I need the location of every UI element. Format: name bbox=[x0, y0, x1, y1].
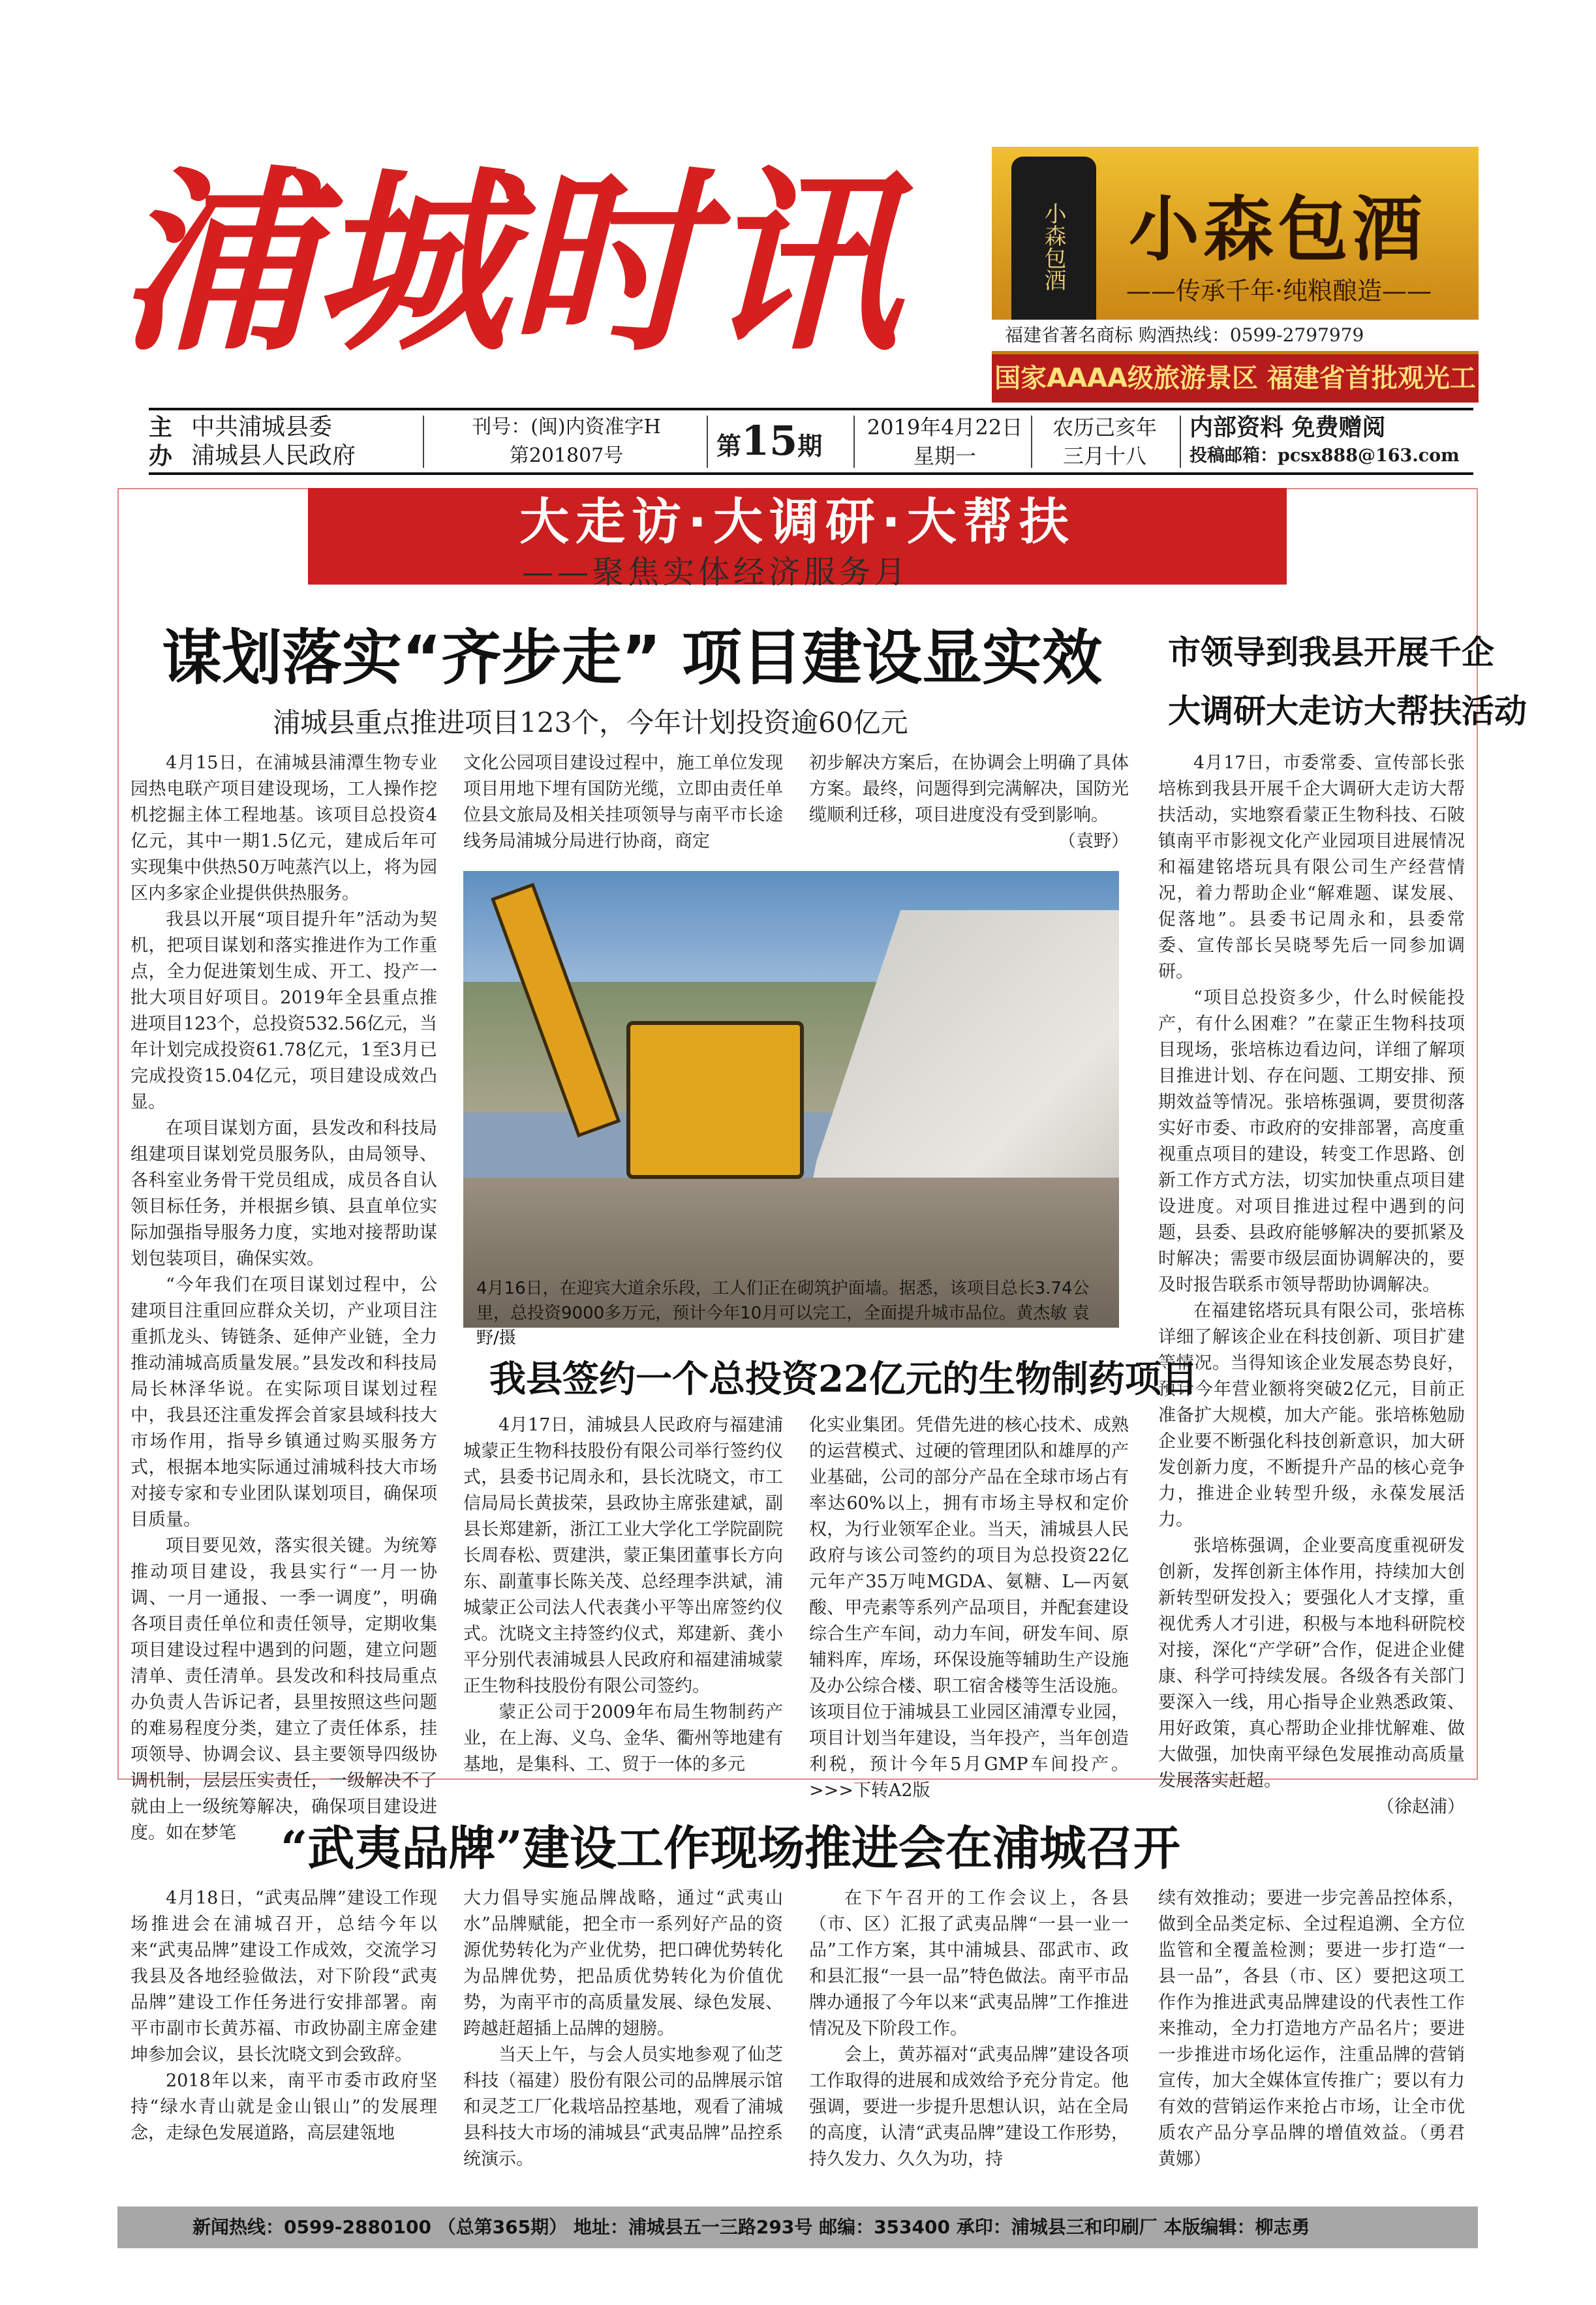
submission-email: 投稿邮箱：pcsx888@163.com bbox=[1189, 446, 1460, 466]
article2-headline-2: 大调研大走访大帮扶活动 bbox=[1168, 692, 1527, 730]
article2-headline-1: 市领导到我县开展千企 bbox=[1168, 633, 1494, 671]
lunar-1: 农历己亥年 bbox=[1052, 415, 1157, 440]
paragraph: 文化公园项目建设过程中，施工单位发现项目用地下埋有国防光缆，立即由责任单位县文旅局及相关挂项领导与南平市长途线务局浦城分局进行协商，商定 bbox=[463, 753, 783, 851]
article1-col2 bbox=[463, 750, 783, 855]
divider bbox=[423, 416, 424, 468]
author: （徐赵浦） bbox=[1377, 1797, 1465, 1817]
masthead-title bbox=[104, 136, 966, 371]
paragraph: 2018年以来，南平市委市政府坚持“绿水青山就是金山银山”的发展理念，走绿色发展道路，高层建瓴地 bbox=[130, 2071, 437, 2143]
construction-photo bbox=[463, 871, 1119, 1328]
divider bbox=[853, 416, 855, 468]
sponsors bbox=[191, 410, 407, 472]
bottle-image bbox=[1011, 157, 1096, 346]
article4-col2 bbox=[463, 1885, 783, 2173]
paragraph: 大力倡导实施品牌战略，通过“武夷山水”品牌赋能，把全市一系列好产品的资源优势转化为产业优势，把口碑优势转化为品牌优势，把品质优势转化为价值优势，为南平市的高质量发展、绿色发展、跨越赶超插上品牌的翅膀。 bbox=[463, 1888, 783, 2039]
paragraph: 续有效推动；要进一步完善品控体系，做到全品类定标、全过程追溯、全方位监管和全覆盖检测；要进一步打造“一县一品”，各县（市、区）要把这项工作作为推进武夷品牌建设的代表性工作来推动，全力打造地方产品名片；要进一步推进市场化运作，注重品牌的营销宣传，加大全媒体宣传推广；要以有力有效的营销运作来抢占市场，让全市优质农产品分享品牌的增值效益。（勇君 黄娜） bbox=[1158, 1888, 1465, 2169]
sponsor-1: 中共浦城县委 bbox=[191, 414, 333, 440]
internal-note: 内部资料 免费赠阅 bbox=[1189, 414, 1386, 441]
sponsor-label-2: 办 bbox=[149, 442, 173, 470]
article3-col1 bbox=[463, 1412, 783, 1778]
paragraph: 4月17日，市委常委、宣传部长张培栋到我县开展千企大调研大走访大帮扶活动，实地察看蒙正生物科技、石陂镇南平市影视文化产业园项目进展情况和福建铭塔玩具有限公司生产经营情况，着力帮助企业“解难题、谋发展、促落地”。县委书记周永和，县委常委、宣传部长吴晓琴先后一同参加调研。 bbox=[1158, 753, 1465, 982]
issue-suffix: 期 bbox=[797, 431, 823, 461]
article1-col3 bbox=[809, 750, 1129, 855]
paragraph: 4月17日，浦城县人民政府与福建浦城蒙正生物科技股份有限公司举行签约仪式，县委书记周永和，县长沈晓文，市工信局局长黄拔荣，县政协主席张建斌，副县长郑建新，浙江工业大学化工学院副院长周春松、贾建洪，蒙正集团董事长方向东、副董事长陈关茂、总经理李洪斌，浦城蒙正公司法人代表龚小平等出席签约仪式。沈晓文主持签约仪式，郑建新、龚小平分别代表浦城县人民政府和福建浦城蒙正生物科技股份有限公司签约。 bbox=[463, 1415, 783, 1696]
paragraph: 在项目谋划方面，县发改和科技局组建项目谋划党员服务队，由局领导、各科室业务骨干党员组成，成员各自认领目标任务，并根据乡镇、县直单位实际加强指导服务力度，实地对接帮助谋划包装项目，确保实效。 bbox=[130, 1118, 437, 1269]
ad-slogan: ——传承千年·纯粮酿造—— bbox=[1126, 277, 1432, 305]
paragraph: 当天上午，与会人员实地参观了仙芝科技（福建）股份有限公司的品牌展示馆和灵芝工厂化栽培品控基地，观看了浦城县科技大市场的浦城县“武夷品牌”品控系统演示。 bbox=[463, 2045, 783, 2169]
permit-2: 第201807号 bbox=[509, 444, 624, 467]
ad-footer: 国家AAAA级旅游景区 福建省首批观光工 bbox=[992, 354, 1479, 403]
banner-sub: ——聚焦实体经济服务月 bbox=[522, 554, 910, 590]
weekday-text: 星期一 bbox=[913, 444, 976, 468]
info-bar bbox=[149, 408, 1473, 475]
issue-no: 15 bbox=[741, 417, 798, 465]
article1-col1 bbox=[130, 750, 437, 1846]
paragraph: 4月15日，在浦城县浦潭生物专业园热电联产项目建设现场，工人操作挖机挖掘主体工程地基。该项目总投资4亿元，其中一期1.5亿元，建成后年可实现集中供热50万吨蒸汽以上，将为园区内多家企业提供供热服务。 bbox=[130, 753, 437, 904]
excavator-cab bbox=[626, 1021, 804, 1179]
masthead-text: 浦城时讯 bbox=[117, 147, 900, 371]
article1-headline: 谋划落实“齐步走” 项目建设显实效 bbox=[162, 623, 1102, 693]
issue-number bbox=[716, 410, 847, 472]
paragraph: “今年我们在项目谋划过程中，公建项目注重回应群众关切，产业项目注重抓龙头、铸链条、延伸产业链，全力推动浦城高质量发展。”县发改和科技局局长林泽华说。在实际项目谋划过程中，我县还注重发挥会首家县域科技大市场作用，指导乡镇通过购买服务方式，根据本地实际通过浦城科技大市场对接专家和专业团队谋划项目，确保项目质量。 bbox=[130, 1275, 437, 1530]
distribution-info bbox=[1189, 410, 1473, 472]
paragraph: 化实业集团。凭借先进的核心技术、成熟的运营模式、过硬的管理团队和雄厚的产业基础，公司的部分产品在全球市场占有率达60%以上，拥有市场主导权和定价权，为行业领军企业。当天，浦城县人民政府与该公司签约的项目为总投资22亿元年产35万吨MGDA、氨糖、L—丙氨酸、甲壳素等系列产品项目，并配套建设综合生产车间，动力车间，研发车间、原辅料库，库场，环保设施等辅助生产设施及办公综合楼、职工宿舍楼等生活设施。该项目位于浦城县工业园区浦潭专业园，项目计划当年建设，当年投产，当年创造利税，预计今年5月GMP车间投产。>>>下转A2版 bbox=[809, 1415, 1129, 1801]
lunar-2: 三月十八 bbox=[1062, 444, 1146, 468]
paragraph: 会上，黄苏福对“武夷品牌”建设各项工作取得的进展和成效给予充分肯定。他强调，要进一步提升思想认识，站在全局的高度，认清“武夷品牌”建设工作形势，持久发力、久久为功，持 bbox=[809, 2045, 1129, 2169]
paragraph: 蒙正公司于2009年布局生物制药产业，在上海、义乌、金华、衢州等地建有基地，是集科、工、贸于一体的多元 bbox=[463, 1702, 783, 1775]
divider bbox=[707, 416, 708, 468]
bottle-label: 小森包酒 bbox=[1040, 202, 1066, 291]
footer-bar: 新闻热线：0599-2880100 （总第365期） 地址：浦城县五一三路293号 邮编：353400 承印：浦城县三和印刷厂 本版编辑：柳志勇 bbox=[117, 2206, 1478, 2248]
sponsor-2: 浦城县人民政府 bbox=[191, 442, 356, 469]
article3-headline: 我县签约一个总投资22亿元的生物制药项目 bbox=[489, 1358, 1198, 1401]
article2-body bbox=[1158, 750, 1465, 1820]
lunar-date bbox=[1039, 410, 1170, 472]
masthead-svg bbox=[104, 136, 966, 371]
divider bbox=[1031, 416, 1032, 468]
paragraph: 张培栋强调，企业要高度重视研发创新，发挥创新主体作用，持续加大创新转型研发投入；要强化人才支撑，重视优秀人才引进，积极与本地科研院校对接，深化“产学研”合作，促进企业健康、科学可持续发展。各级各有关部门要深入一线，用心指导企业熟悉政策、用好政策，真心帮助企业排忧解难、做大做强，加快南平绿色发展推动高质量发展落实赶超。 bbox=[1158, 1536, 1465, 1791]
paragraph: 初步解决方案后，在协调会上明确了具体方案。最终，问题得到完满解决，国防光缆顺利迁移，项目进度没有受到影响。 bbox=[809, 753, 1129, 825]
paragraph: 项目要见效，落实很关键。为统筹推动项目建设，我县实行“一月一协调、一月一通报、一季一调度”，明确各项目责任单位和责任领导，定期收集项目建设过程中遇到的问题，建立问题清单、责任清单。县发改和科技局重点办负责人告诉记者，县里按照这些问题的难易程度分类，建立了责任体系，挂项领导、协调会议、县主要领导四级协调机制，层层压实责任，一级解决不了就由上一级统筹解决，确保项目建设进度。如在梦笔 bbox=[130, 1536, 437, 1843]
author: （袁野） bbox=[1058, 831, 1129, 851]
article4-col4 bbox=[1158, 1885, 1465, 2173]
sponsor-label bbox=[149, 410, 181, 472]
divider bbox=[1180, 416, 1181, 468]
paragraph: “项目总投资多少，什么时候能投产，有什么困难？”在蒙正生物科技项目现场，张培栋边看边问，详细了解项目推进计划、存在问题、工期安排、预期效益等情况。张培栋强调，要贯彻落实好市委、市政府的安排部署，高度重视重点项目的建设，转变工作思路、创新工作方式方法，切实加快重点项目建设进度。对项目推进过程中遇到的问题，县委、县政府能够解决的要抓紧及时解决；需要市级层面协调解决的，要及时报告联系市领导帮助协调解决。 bbox=[1158, 988, 1465, 1295]
article4-col1 bbox=[130, 1885, 437, 2146]
paragraph: 我县以开展“项目提升年”活动为契机，把项目谋划和落实推进作为工作重点，全力促进策划生成、开工、投产一批大项目好项目。2019年全县重点推进项目123个，总投资532.56亿元，当年计划完成投资61.78亿元，1至3月已完成投资15.04亿元，项目建设成效凸显。 bbox=[130, 909, 438, 1112]
ad-brand: 小森包酒 bbox=[1128, 189, 1426, 271]
sponsor-label-1: 主 bbox=[149, 414, 173, 441]
permit-1: 刊号：(闽)内资准字H bbox=[472, 416, 661, 438]
paragraph: 在下午召开的工作会议上，各县（市、区）汇报了武夷品牌“一县一业一品”工作方案，其中浦城县、邵武市、政和县汇报“一县一品”特色做法。南平市品牌办通报了今年以来“武夷品牌”工作推进情况及下阶段工作。 bbox=[809, 1888, 1129, 2039]
liquor-ad[interactable] bbox=[992, 147, 1479, 403]
date bbox=[863, 410, 1026, 472]
photo-caption: 4月16日，在迎宾大道余乐段，工人们正在砌筑护面墙。据悉，该项目总长3.74公里，总投资9000多万元，预计今年10月可以完工，全面提升城市品位。黄杰敏 袁野/摄 bbox=[476, 1279, 1090, 1348]
article4-headline: “武夷品牌”建设工作现场推进会在浦城召开 bbox=[281, 1820, 1180, 1876]
banner-main: 大走访·大调研·大帮扶 bbox=[519, 493, 1075, 551]
article1-subhead: 浦城县重点推进项目123个，今年计划投资逾60亿元 bbox=[273, 707, 908, 739]
permit bbox=[436, 410, 697, 472]
issue-prefix: 第 bbox=[716, 431, 742, 461]
paragraph: 4月18日，“武夷品牌”建设工作现场推进会在浦城召开，总结今年以来“武夷品牌”建设工作成效，交流学习我县及各地经验做法，对下阶段“武夷品牌”建设工作任务进行安排部署。南平市副市长黄苏福、市政协副主席金建坤参加会议，县长沈晓文到会致辞。 bbox=[130, 1888, 437, 2065]
ad-hotline: 福建省著名商标 购酒热线：0599-2797979 bbox=[992, 320, 1479, 351]
article3-col2 bbox=[809, 1412, 1129, 1804]
article4-col3 bbox=[809, 1885, 1129, 2173]
date-text: 2019年4月22日 bbox=[867, 415, 1023, 440]
paragraph: 在福建铭塔玩具有限公司，张培栋详细了解该企业在科技创新、项目扩建等情况。当得知该企业发展态势良好，预计今年营业额将突破2亿元，目前正准备扩大规模，加大产能。张培栋勉励企业要不断强化科技创新意识，加大研发创新力度，不断提升产品的核心竞争力，推进企业转型升级，永葆发展活力。 bbox=[1158, 1301, 1465, 1530]
